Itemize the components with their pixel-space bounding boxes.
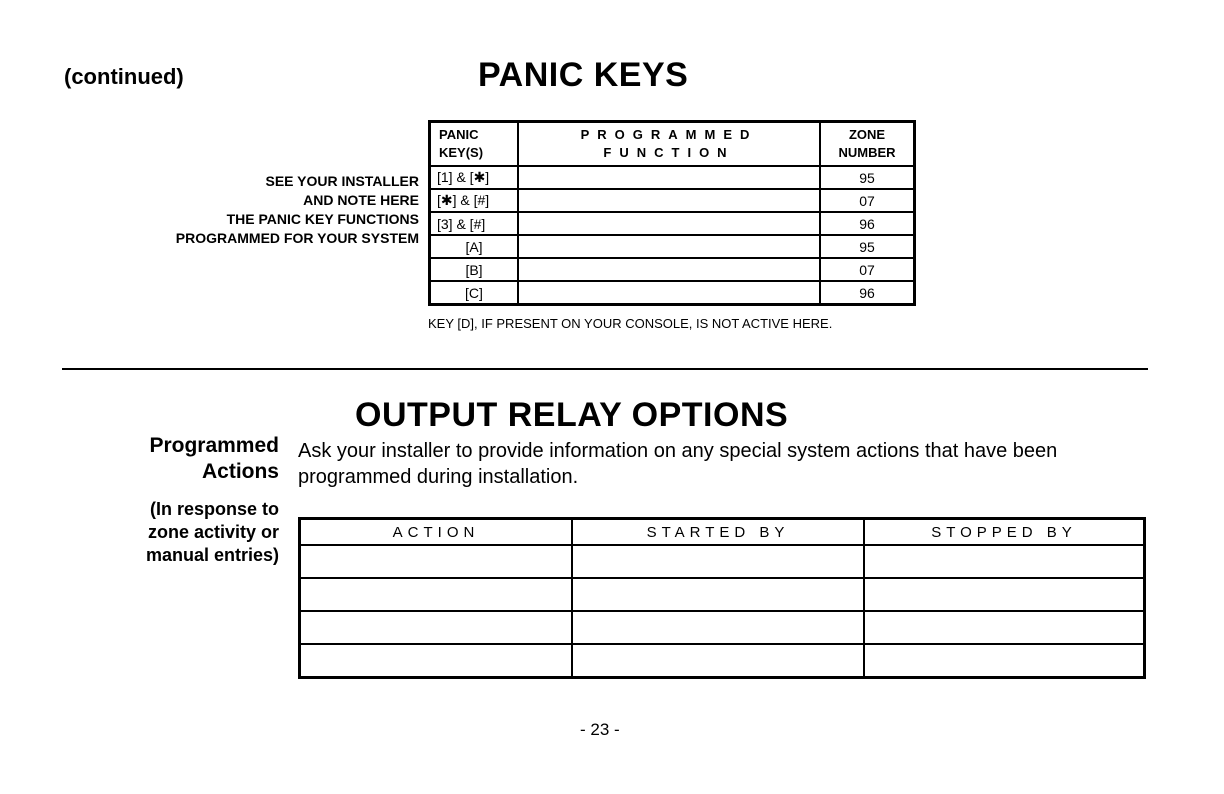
function-cell[interactable] — [518, 189, 820, 212]
response-note-line: zone activity or — [147, 522, 279, 542]
panic-keys-title: PANIC KEYS — [478, 56, 689, 94]
table-row — [430, 281, 915, 305]
page-number: - 23 - — [580, 720, 620, 739]
heading-line: Programmed — [149, 434, 279, 457]
panic-keys-table — [428, 120, 916, 306]
response-note-line: manual entries) — [145, 545, 279, 565]
installer-note — [119, 172, 419, 248]
table-row — [430, 212, 915, 235]
installer-note-line: AND NOTE HERE — [303, 192, 419, 208]
panic-key-cell: [B] — [430, 258, 519, 281]
panic-key-cell: [1] & [✱] — [430, 166, 519, 189]
relay-actions-table — [298, 517, 1146, 679]
header-line: PANIC — [439, 127, 479, 142]
zone-cell: 95 — [820, 235, 915, 258]
action-cell[interactable] — [300, 545, 573, 578]
zone-cell: 95 — [820, 166, 915, 189]
function-cell[interactable] — [518, 258, 820, 281]
action-cell[interactable] — [300, 578, 573, 611]
stopped-by-cell[interactable] — [864, 545, 1145, 578]
stopped-by-cell[interactable] — [864, 611, 1145, 644]
function-cell[interactable] — [518, 166, 820, 189]
function-cell[interactable] — [518, 281, 820, 305]
programmed-function-column-header — [518, 122, 820, 167]
stopped-by-cell[interactable] — [864, 578, 1145, 611]
action-cell[interactable] — [300, 611, 573, 644]
header-line: FUNCTION — [603, 145, 735, 160]
installer-note-line: THE PANIC KEY FUNCTIONS — [226, 211, 419, 227]
key-d-footnote: KEY [D], IF PRESENT ON YOUR CONSOLE, IS NOT ACTIVE HERE. — [428, 316, 833, 331]
table-row — [430, 235, 915, 258]
started-by-column-header: STARTED BY — [572, 519, 864, 546]
table-row — [430, 166, 915, 189]
installer-note-line: PROGRAMMED FOR YOUR SYSTEM — [175, 230, 419, 246]
panic-key-cell: [A] — [430, 235, 519, 258]
header-line: PROGRAMMED — [580, 127, 758, 142]
started-by-cell[interactable] — [572, 545, 864, 578]
relay-intro-text: Ask your installer to provide information on any special system actions that have been programmed during installation. — [298, 440, 1058, 488]
panic-key-cell: [✱] & [#] — [430, 189, 519, 212]
table-row — [300, 545, 1145, 578]
started-by-cell[interactable] — [572, 611, 864, 644]
function-cell[interactable] — [518, 235, 820, 258]
function-cell[interactable] — [518, 212, 820, 235]
header-line: NUMBER — [838, 145, 896, 160]
relay-table-header-row — [300, 519, 1145, 546]
stopped-by-column-header: STOPPED BY — [864, 519, 1145, 546]
table-row — [430, 258, 915, 281]
header-line: ZONE — [848, 127, 886, 142]
table-row — [430, 189, 915, 212]
zone-cell: 96 — [820, 212, 915, 235]
action-cell[interactable] — [300, 644, 573, 678]
response-note — [146, 498, 279, 567]
response-note-line: (In response to — [149, 499, 279, 519]
started-by-cell[interactable] — [572, 644, 864, 678]
zone-cell: 07 — [820, 189, 915, 212]
panic-table-header-row — [430, 122, 915, 167]
table-row — [300, 644, 1145, 678]
programmed-actions-heading — [149, 433, 279, 485]
output-relay-title: OUTPUT RELAY OPTIONS — [355, 396, 789, 434]
heading-line: Actions — [201, 460, 279, 483]
panic-key-column-header — [430, 122, 519, 167]
installer-note-line: SEE YOUR INSTALLER — [265, 173, 419, 189]
table-row — [300, 578, 1145, 611]
action-column-header: ACTION — [300, 519, 573, 546]
stopped-by-cell[interactable] — [864, 644, 1145, 678]
header-line: KEY(S) — [439, 145, 484, 160]
section-divider — [62, 368, 1148, 370]
zone-cell: 07 — [820, 258, 915, 281]
zone-cell: 96 — [820, 281, 915, 305]
started-by-cell[interactable] — [572, 578, 864, 611]
zone-number-column-header — [820, 122, 915, 167]
continued-label: (continued) — [64, 64, 184, 89]
panic-key-cell: [C] — [430, 281, 519, 305]
panic-key-cell: [3] & [#] — [430, 212, 519, 235]
table-row — [300, 611, 1145, 644]
